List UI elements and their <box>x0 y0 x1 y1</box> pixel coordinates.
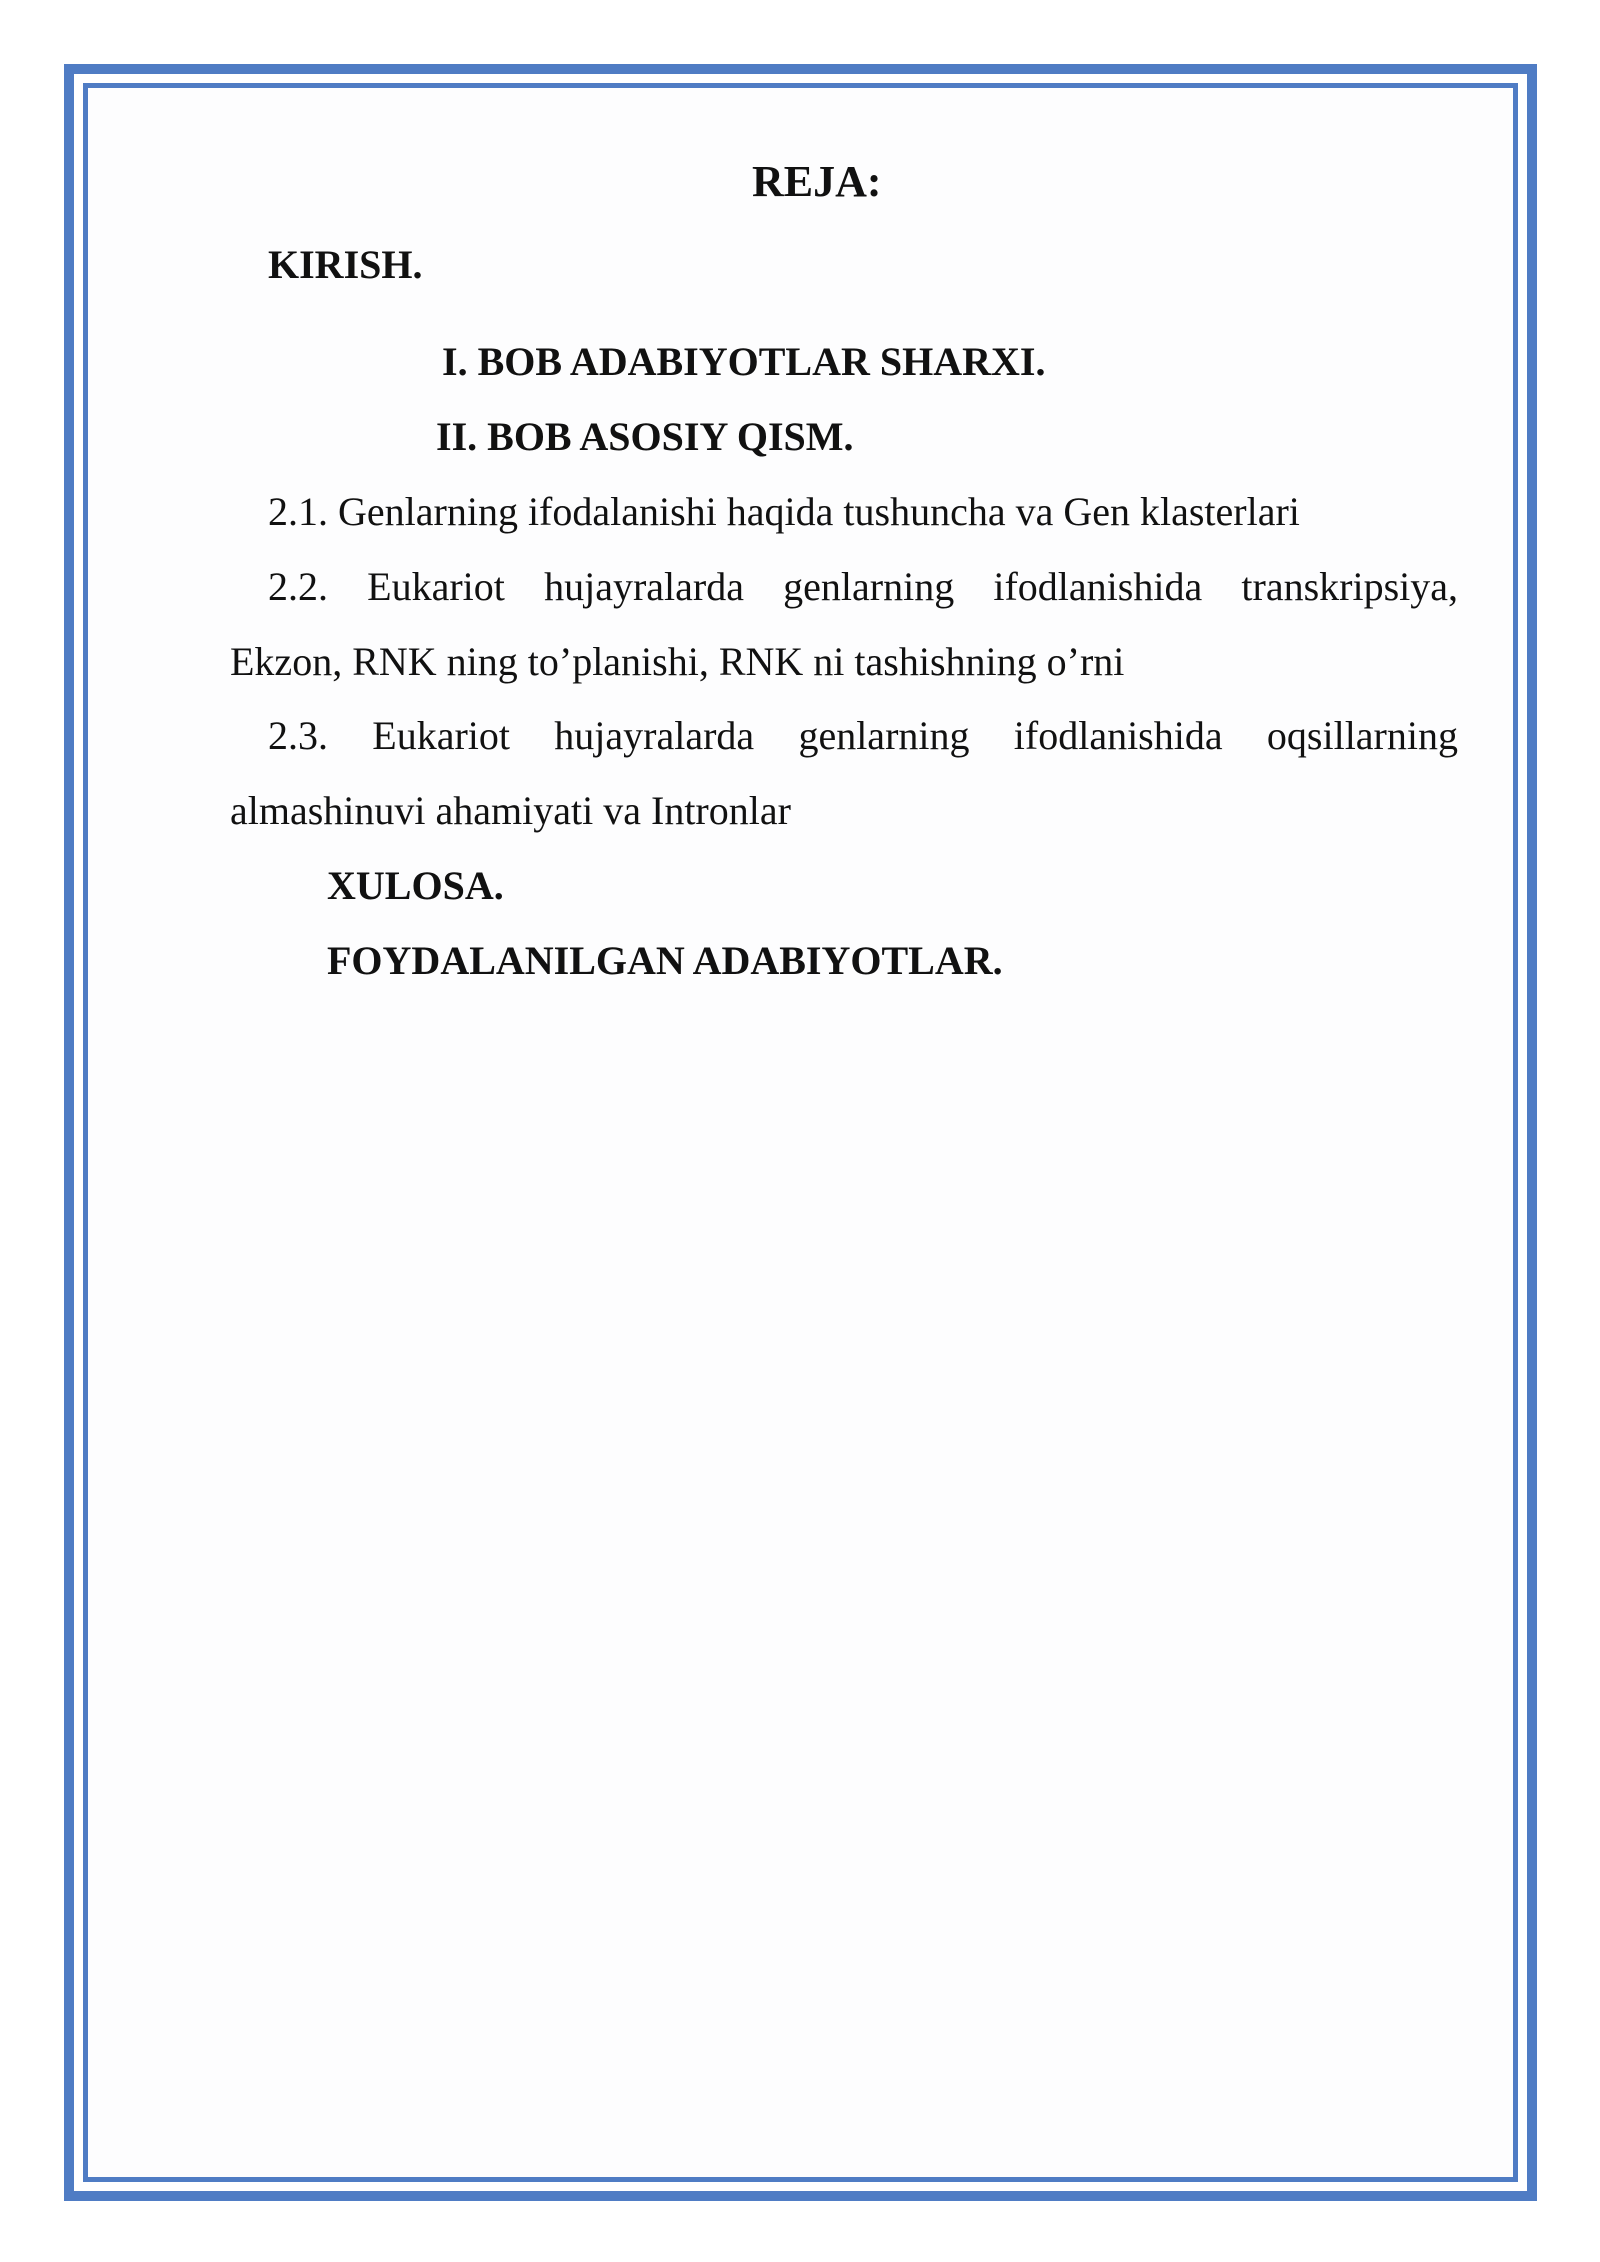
page-frame-inner <box>83 83 1518 2182</box>
toc-references: FOYDALANILGAN ADABIYOTLAR. <box>327 938 1003 983</box>
toc-section-2-3-line-2: almashinuvi ahamiyati va Intronlar <box>230 788 791 833</box>
toc-section-2-2-line-1: 2.2. Eukariot hujayralarda genlarning ifodlanishida transkripsiya, <box>268 564 1458 609</box>
page-title: REJA: <box>752 157 882 206</box>
toc-conclusion: XULOSA. <box>327 863 504 908</box>
toc-chapter-2: II. BOB ASOSIY QISM. <box>436 414 854 459</box>
toc-section-2-1: 2.1. Genlarning ifodalanishi haqida tushuncha va Gen klasterlari <box>268 489 1300 534</box>
toc-section-2-3-line-1: 2.3. Eukariot hujayralarda genlarning ifodlanishida oqsillarning <box>268 713 1458 758</box>
toc-intro: KIRISH. <box>268 242 423 287</box>
toc-section-2-2-line-2: Ekzon, RNK ning to’planishi, RNK ni tashishning o’rni <box>230 639 1125 684</box>
toc-chapter-1: I. BOB ADABIYOTLAR SHARXI. <box>442 339 1046 384</box>
